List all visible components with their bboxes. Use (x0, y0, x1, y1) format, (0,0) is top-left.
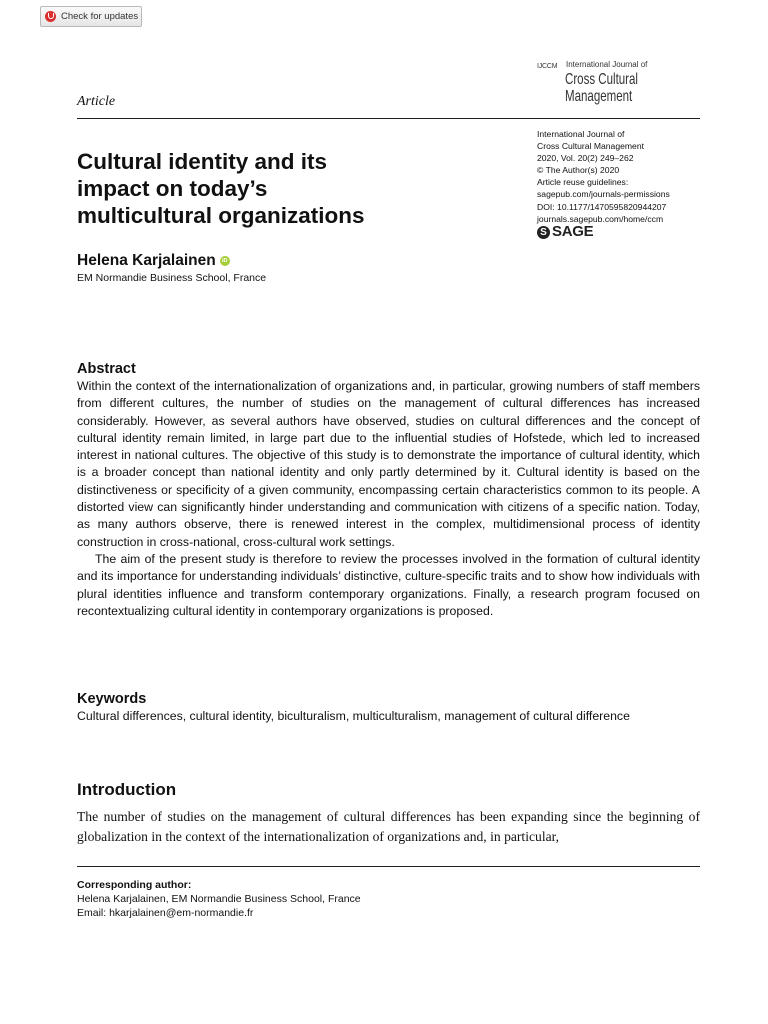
abstract-paragraph-1: Within the context of the internationalization of organizations and, in particular, growing numbers of staff members from different cultures, the number of studies on the management of cultural differences has increased considerably. However, as several authors have observed, studies on cultural differences and the concept of cultural identity remain limited, in large part due to the influential studies of Hofstede, which led to increased interest in national cultures. The objective of this study is to demonstrate the importance of cultural identity, which is a broader concept than national identity and only partly determined by it. Cultural identity is based on the distinctiveness or specificity of a given community, encompassing certain characteristics common to its people. A distorted view can significantly hinder understanding and communication with citizens of a specific nation. Today, as many authors observe, there is renewed interest in the complex, multidimensional process of identity construction in cross-national, cross-cultural work settings. (77, 379, 700, 549)
author-affiliation: EM Normandie Business School, France (77, 272, 267, 284)
corresponding-author (77, 878, 361, 920)
crossmark-icon (45, 11, 56, 22)
meta-permissions-link[interactable]: sagepub.com/journals-permissions (537, 189, 670, 200)
abstract-body (77, 378, 700, 620)
sage-wordmark: SAGE (552, 223, 594, 241)
journal-intl-line: International Journal of (566, 60, 648, 69)
corresponding-heading: Corresponding author: (77, 879, 192, 891)
abstract-paragraph-2: The aim of the present study is therefore to review the processes involved in the formation of cultural identity and its importance for understanding individuals’ distinctive, culture-specific traits and to show how individuals with plural identities influence and transform contemporary organizations. Finally, a research program focused on recontextualizing cultural identity in contemporary organizations is proposed. (77, 551, 700, 618)
introduction-heading: Introduction (77, 780, 177, 799)
article-type-label: Article (77, 94, 116, 109)
sage-icon: S (537, 226, 550, 239)
corresponding-email[interactable]: Email: hkarjalainen@em-normandie.fr (77, 907, 254, 919)
meta-copyright: © The Author(s) 2020 (537, 165, 620, 176)
journal-name-line2: Management (565, 88, 633, 105)
publication-metadata (537, 128, 707, 239)
check-for-updates-label: Check for updates (61, 11, 139, 22)
corresponding-name: Helena Karjalainen, EM Normandie Business School, France (77, 893, 361, 905)
meta-journal-line2: Cross Cultural Management (537, 141, 644, 152)
keywords-text: Cultural differences, cultural identity, biculturalism, multiculturalism, management of cultural difference (77, 709, 630, 723)
journal-name-line1: Cross Cultural (565, 71, 638, 88)
meta-doi[interactable]: DOI: 10.1177/1470595820944207 (537, 201, 667, 212)
title-line-3: multicultural organizations (77, 203, 365, 228)
sage-logo (537, 223, 707, 241)
abstract-heading: Abstract (77, 361, 136, 377)
article-title (77, 148, 517, 229)
meta-volume: 2020, Vol. 20(2) 249–262 (537, 153, 634, 164)
meta-journal-line1: International Journal of (537, 129, 625, 139)
meta-reuse-label: Article reuse guidelines: (537, 177, 629, 188)
title-line-1: Cultural identity and its (77, 149, 328, 174)
footnote-divider (77, 866, 700, 867)
orcid-icon[interactable]: iD (220, 256, 230, 266)
journal-name (565, 71, 638, 105)
header-divider (77, 118, 700, 119)
journal-abbr: IJCCM (537, 63, 558, 70)
meta-journal-link[interactable]: journals.sagepub.com/home/ccm (537, 213, 664, 224)
abstract-section (77, 360, 700, 620)
author-line (77, 252, 230, 270)
author-name: Helena Karjalainen (77, 252, 216, 269)
introduction-text: The number of studies on the management of cultural differences has been expanding since the beginning of globalization in the context of the internationalization of organizations and, in particular, (77, 809, 700, 844)
keywords-heading: Keywords (77, 691, 147, 707)
keywords-section (77, 690, 700, 725)
title-line-2: impact on today’s (77, 176, 268, 201)
introduction-section (77, 780, 700, 846)
check-for-updates-button[interactable] (40, 6, 142, 27)
